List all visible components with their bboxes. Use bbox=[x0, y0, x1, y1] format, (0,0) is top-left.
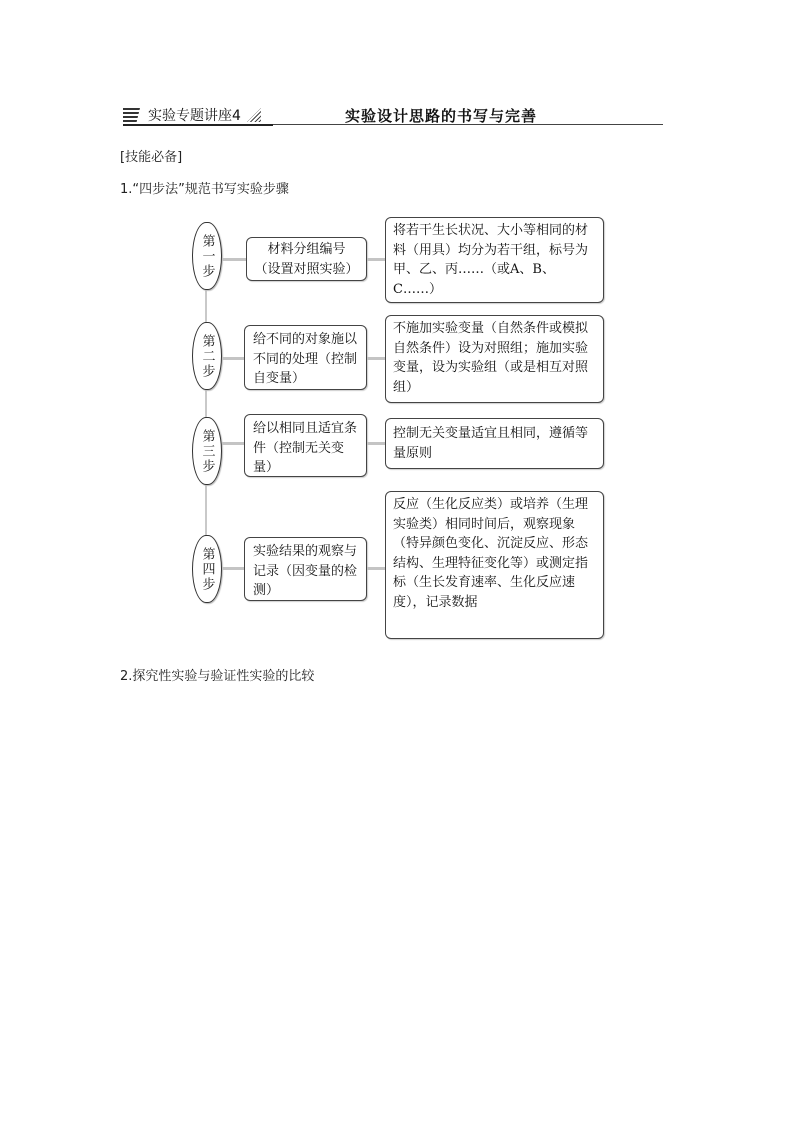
step-detail-box-2 bbox=[385, 315, 604, 403]
hatch-corner-icon bbox=[247, 108, 261, 122]
link-line bbox=[222, 442, 246, 445]
step-action-box-4 bbox=[244, 537, 367, 601]
link-line bbox=[222, 258, 248, 261]
step-oval-1 bbox=[192, 222, 222, 290]
item2-heading: 2.探究性实验与验证性实验的比较 bbox=[120, 669, 315, 684]
link-line bbox=[367, 357, 387, 360]
lecture-label: 实验专题讲座4 bbox=[148, 108, 241, 124]
link-line bbox=[222, 357, 246, 360]
stripes-icon bbox=[123, 108, 140, 122]
step-detail-box-1 bbox=[385, 217, 604, 303]
link-line bbox=[222, 567, 246, 570]
step-action-text: 实验结果的观察与记录（因变量的检测） bbox=[253, 544, 358, 598]
step-detail-text: 不施加实验变量（自然条件或模拟自然条件）设为对照组；施加实验变量，设为实验组（或是相互对照组） bbox=[393, 321, 589, 395]
link-line bbox=[367, 442, 387, 445]
step-label: 第四步 bbox=[199, 546, 215, 592]
step-connector bbox=[205, 285, 207, 325]
item1-heading: 1.“四步法”规范书写实验步骤 bbox=[120, 182, 289, 197]
step-label: 第一步 bbox=[199, 233, 215, 279]
step-oval-4 bbox=[192, 535, 222, 603]
step-action-box-3 bbox=[244, 414, 367, 477]
step-action-box-2 bbox=[244, 325, 367, 390]
step-detail-text: 控制无关变量适宜且相同，遵循等量原则 bbox=[393, 426, 589, 461]
step-action-text: 材料分组编号 （设置对照实验） bbox=[254, 242, 359, 277]
step-label: 第三步 bbox=[199, 428, 215, 474]
link-line bbox=[367, 258, 387, 261]
step-connector bbox=[205, 482, 207, 538]
step-action-text: 给不同的对象施以不同的处理（控制自变量） bbox=[253, 332, 358, 386]
lecture-label-group bbox=[123, 105, 261, 125]
header-label-underline bbox=[123, 124, 273, 126]
step-label: 第二步 bbox=[199, 333, 215, 379]
step-action-box-1 bbox=[246, 237, 367, 281]
step-oval-3 bbox=[192, 417, 222, 485]
step-detail-box-4 bbox=[385, 491, 604, 639]
page-title: 实验设计思路的书写与完善 bbox=[345, 107, 538, 125]
link-line bbox=[367, 567, 387, 570]
section-label: [技能必备] bbox=[120, 150, 183, 165]
step-detail-box-3 bbox=[385, 418, 604, 469]
step-detail-text: 将若干生长状况、大小等相同的材料（用具）均分为若干组，标号为甲、乙、丙……（或A、B、C……） bbox=[393, 223, 589, 297]
step-detail-text: 反应（生化反应类）或培养（生理实验类）相同时间后，观察现象（特异颜色变化、沉淀反应、形态结构、生理特征变化等）或测定指标（生长发育速率、生化反应速度），记录数据 bbox=[393, 497, 589, 610]
step-oval-2 bbox=[192, 322, 222, 390]
step-connector bbox=[205, 388, 207, 420]
step-action-text: 给以相同且适宜条件（控制无关变量） bbox=[253, 421, 358, 475]
